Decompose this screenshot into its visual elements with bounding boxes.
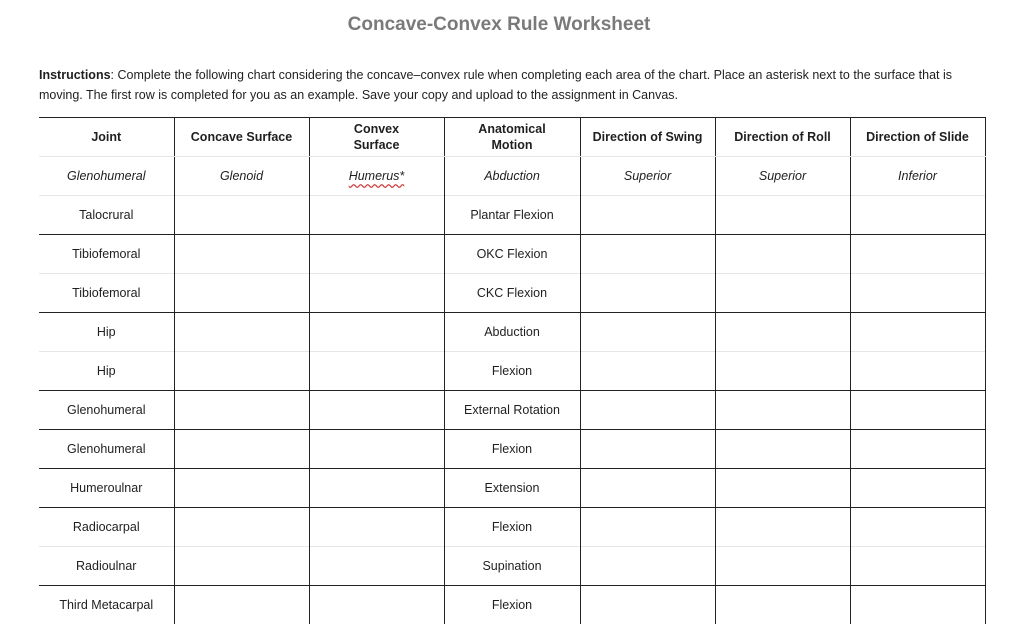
example-slide: Inferior <box>850 157 985 196</box>
swing-cell[interactable] <box>580 196 715 235</box>
roll-cell[interactable] <box>715 586 850 624</box>
concave-cell[interactable] <box>174 196 309 235</box>
joint-cell: Radiocarpal <box>39 508 174 547</box>
slide-cell[interactable] <box>850 508 985 547</box>
convex-cell[interactable] <box>309 430 444 469</box>
header-concave-surface: Concave Surface <box>174 118 309 157</box>
motion-cell: OKC Flexion <box>444 235 580 274</box>
slide-cell[interactable] <box>850 430 985 469</box>
example-roll: Superior <box>715 157 850 196</box>
slide-cell[interactable] <box>850 196 985 235</box>
motion-cell: Flexion <box>444 586 580 624</box>
example-convex <box>309 157 444 196</box>
concave-cell[interactable] <box>174 430 309 469</box>
motion-cell: CKC Flexion <box>444 274 580 313</box>
table-row <box>39 586 985 624</box>
slide-cell[interactable] <box>850 391 985 430</box>
motion-cell: Supination <box>444 547 580 586</box>
convex-cell[interactable] <box>309 508 444 547</box>
joint-cell: Tibiofemoral <box>39 235 174 274</box>
example-convex-text: Humerus* <box>349 169 405 183</box>
concave-cell[interactable] <box>174 313 309 352</box>
motion-cell: External Rotation <box>444 391 580 430</box>
joint-cell: Humeroulnar <box>39 469 174 508</box>
page-title: Concave-Convex Rule Worksheet <box>0 14 998 36</box>
table-row <box>39 469 985 508</box>
swing-cell[interactable] <box>580 508 715 547</box>
swing-cell[interactable] <box>580 469 715 508</box>
slide-cell[interactable] <box>850 235 985 274</box>
swing-cell[interactable] <box>580 430 715 469</box>
concave-cell[interactable] <box>174 274 309 313</box>
roll-cell[interactable] <box>715 430 850 469</box>
slide-cell[interactable] <box>850 352 985 391</box>
example-swing: Superior <box>580 157 715 196</box>
convex-cell[interactable] <box>309 235 444 274</box>
slide-cell[interactable] <box>850 586 985 624</box>
roll-cell[interactable] <box>715 196 850 235</box>
header-anatomical-motion: Anatomical Motion <box>444 118 580 157</box>
joint-cell: Radioulnar <box>39 547 174 586</box>
joint-cell: Third Metacarpal <box>39 586 174 624</box>
convex-cell[interactable] <box>309 274 444 313</box>
roll-cell[interactable] <box>715 235 850 274</box>
concave-cell[interactable] <box>174 469 309 508</box>
convex-cell[interactable] <box>309 547 444 586</box>
example-row <box>39 157 985 196</box>
concave-cell[interactable] <box>174 391 309 430</box>
motion-cell: Plantar Flexion <box>444 196 580 235</box>
concave-cell[interactable] <box>174 586 309 624</box>
concave-cell[interactable] <box>174 508 309 547</box>
example-joint: Glenohumeral <box>39 157 174 196</box>
joint-cell: Tibiofemoral <box>39 274 174 313</box>
swing-cell[interactable] <box>580 274 715 313</box>
worksheet-table <box>39 117 986 624</box>
swing-cell[interactable] <box>580 586 715 624</box>
joint-cell: Glenohumeral <box>39 391 174 430</box>
motion-cell: Flexion <box>444 508 580 547</box>
table-row <box>39 547 985 586</box>
joint-cell: Hip <box>39 352 174 391</box>
table-row <box>39 196 985 235</box>
motion-cell: Extension <box>444 469 580 508</box>
convex-cell[interactable] <box>309 196 444 235</box>
roll-cell[interactable] <box>715 469 850 508</box>
table-row <box>39 274 985 313</box>
slide-cell[interactable] <box>850 469 985 508</box>
header-row <box>39 118 985 157</box>
table-row <box>39 508 985 547</box>
convex-cell[interactable] <box>309 313 444 352</box>
example-motion: Abduction <box>444 157 580 196</box>
swing-cell[interactable] <box>580 313 715 352</box>
table-row <box>39 352 985 391</box>
instructions-paragraph <box>39 65 984 105</box>
concave-cell[interactable] <box>174 235 309 274</box>
convex-cell[interactable] <box>309 352 444 391</box>
roll-cell[interactable] <box>715 274 850 313</box>
concave-cell[interactable] <box>174 352 309 391</box>
motion-cell: Flexion <box>444 352 580 391</box>
swing-cell[interactable] <box>580 391 715 430</box>
motion-cell: Abduction <box>444 313 580 352</box>
joint-cell: Glenohumeral <box>39 430 174 469</box>
roll-cell[interactable] <box>715 391 850 430</box>
table-row <box>39 430 985 469</box>
header-direction-roll: Direction of Roll <box>715 118 850 157</box>
slide-cell[interactable] <box>850 274 985 313</box>
slide-cell[interactable] <box>850 547 985 586</box>
header-convex-surface: Convex Surface <box>309 118 444 157</box>
joint-cell: Talocrural <box>39 196 174 235</box>
table-row <box>39 235 985 274</box>
convex-cell[interactable] <box>309 469 444 508</box>
roll-cell[interactable] <box>715 508 850 547</box>
motion-cell: Flexion <box>444 430 580 469</box>
example-concave: Glenoid <box>174 157 309 196</box>
roll-cell[interactable] <box>715 547 850 586</box>
slide-cell[interactable] <box>850 313 985 352</box>
concave-cell[interactable] <box>174 547 309 586</box>
table-row <box>39 313 985 352</box>
convex-cell[interactable] <box>309 586 444 624</box>
roll-cell[interactable] <box>715 352 850 391</box>
joint-cell: Hip <box>39 313 174 352</box>
header-direction-swing: Direction of Swing <box>580 118 715 157</box>
table-row <box>39 391 985 430</box>
convex-cell[interactable] <box>309 391 444 430</box>
swing-cell[interactable] <box>580 352 715 391</box>
header-joint: Joint <box>39 118 174 157</box>
swing-cell[interactable] <box>580 235 715 274</box>
header-direction-slide: Direction of Slide <box>850 118 985 157</box>
instructions-text: : Complete the following chart considering the concave–convex rule when completing each area of the chart. Place an asterisk next to the surface that is moving. The first row is completed for you as an example. Save your copy and upload to the assignment in Canvas. <box>39 68 952 102</box>
roll-cell[interactable] <box>715 313 850 352</box>
instructions-label: Instructions <box>39 68 111 82</box>
swing-cell[interactable] <box>580 547 715 586</box>
